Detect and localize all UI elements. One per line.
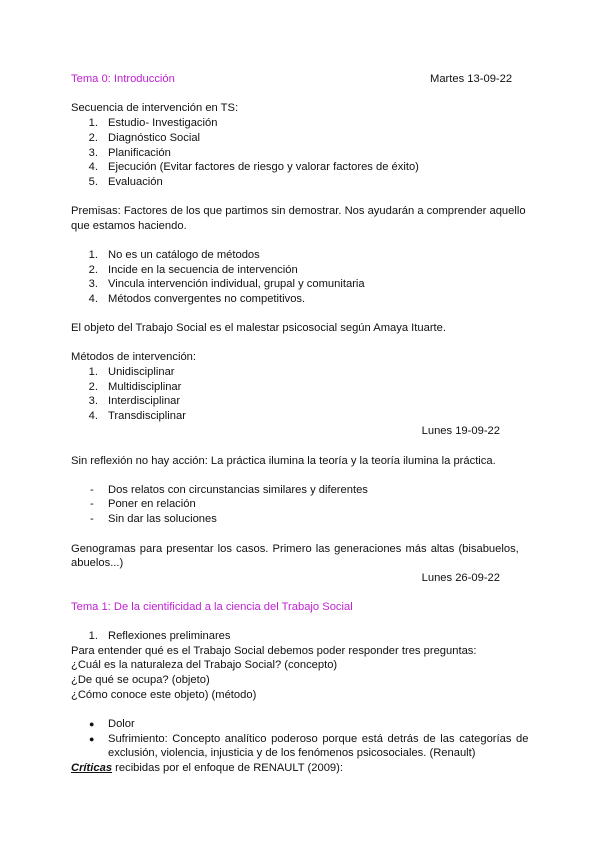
bullet-item: Dolor bbox=[108, 718, 135, 730]
date-lunes-26: Lunes 26-09-22 bbox=[421, 572, 500, 584]
list-item: No es un catálogo de métodos bbox=[108, 249, 260, 261]
bullet-marker: ● bbox=[89, 734, 95, 744]
premisas-line2: que estamos haciendo. bbox=[71, 220, 187, 232]
list-item: Estudio- Investigación bbox=[108, 117, 218, 129]
bullet-item-continuation: exclusión, violencia, injusticia y de los fenómenos psicosociales. (Renault) bbox=[108, 747, 476, 759]
reflexiones-heading: Reflexiones preliminares bbox=[108, 630, 231, 642]
list-number: 3. bbox=[88, 147, 98, 159]
list-number: 2. bbox=[88, 132, 98, 144]
list-number: 2. bbox=[88, 264, 98, 276]
list-item: Unidisciplinar bbox=[108, 366, 175, 378]
dash-marker: - bbox=[90, 498, 94, 510]
list-number: 1. bbox=[88, 117, 98, 129]
question-1: ¿Cuál es la naturaleza del Trabajo Social? (concepto) bbox=[71, 659, 338, 671]
question-3: ¿Cómo conoce este objeto) (método) bbox=[71, 689, 257, 701]
dash-marker: - bbox=[90, 513, 94, 525]
genogramas-line1: Genogramas para presentar los casos. Primero las generaciones más altas (bisabuelos, bbox=[71, 543, 519, 555]
list-item: Diagnóstico Social bbox=[108, 132, 201, 144]
criticas-label: Críticas bbox=[71, 762, 113, 774]
list-item: Transdisciplinar bbox=[108, 410, 186, 422]
bullet-item: Sufrimiento: Concepto analítico poderoso porque está detrás de las categorías de bbox=[108, 733, 529, 745]
objeto-paragraph: El objeto del Trabajo Social es el malestar psicosocial según Amaya Ituarte. bbox=[71, 322, 446, 334]
dash-marker: - bbox=[90, 484, 94, 496]
list-item: Multidisciplinar bbox=[108, 381, 182, 393]
genogramas-line2: abuelos...) bbox=[71, 557, 124, 569]
list-item: Incide en la secuencia de intervención bbox=[108, 264, 298, 276]
date-lunes-19: Lunes 19-09-22 bbox=[421, 425, 500, 437]
bullet-marker: ● bbox=[89, 719, 95, 729]
list-number: 1. bbox=[88, 630, 98, 642]
tema0-title: Tema 0: Introducción bbox=[71, 73, 175, 85]
list-number: 4. bbox=[88, 293, 98, 305]
list-number: 5. bbox=[88, 176, 98, 188]
list-item: Métodos convergentes no competitivos. bbox=[108, 293, 306, 305]
dash-item: Poner en relación bbox=[108, 498, 196, 510]
list-number: 3. bbox=[88, 278, 98, 290]
premisas-line1: Premisas: Factores de los que partimos sin demostrar. Nos ayudarán a comprender aquello bbox=[71, 205, 526, 217]
dash-item: Dos relatos con circunstancias similares y diferentes bbox=[108, 484, 368, 496]
list-item: Planificación bbox=[108, 147, 171, 159]
criticas-line bbox=[71, 761, 343, 775]
list-number: 3. bbox=[88, 395, 98, 407]
list-number: 4. bbox=[88, 161, 98, 173]
list-item: Interdisciplinar bbox=[108, 395, 181, 407]
list-item: Evaluación bbox=[108, 176, 163, 188]
metodos-heading: Métodos de intervención: bbox=[71, 351, 197, 363]
list-item: Ejecución (Evitar factores de riesgo y valorar factores de éxito) bbox=[108, 161, 419, 173]
list-number: 1. bbox=[88, 249, 98, 261]
secuencia-heading: Secuencia de intervención en TS: bbox=[71, 102, 239, 114]
reflexiones-intro: Para entender qué es el Trabajo Social debemos poder responder tres preguntas: bbox=[71, 645, 477, 657]
criticas-rest: recibidas por el enfoque de RENAULT (2009): bbox=[112, 762, 343, 774]
tema1-title: Tema 1: De la cientificidad a la ciencia del Trabajo Social bbox=[71, 601, 353, 613]
list-item: Vincula intervención individual, grupal y comunitaria bbox=[108, 278, 365, 290]
question-2: ¿De qué se ocupa? (objeto) bbox=[71, 674, 210, 686]
dash-item: Sin dar las soluciones bbox=[108, 513, 217, 525]
list-number: 1. bbox=[88, 366, 98, 378]
list-number: 4. bbox=[88, 410, 98, 422]
list-number: 2. bbox=[88, 381, 98, 393]
reflexion-paragraph: Sin reflexión no hay acción: La práctica ilumina la teoría y la teoría ilumina la práctica. bbox=[71, 455, 496, 467]
date-martes: Martes 13-09-22 bbox=[430, 73, 513, 85]
